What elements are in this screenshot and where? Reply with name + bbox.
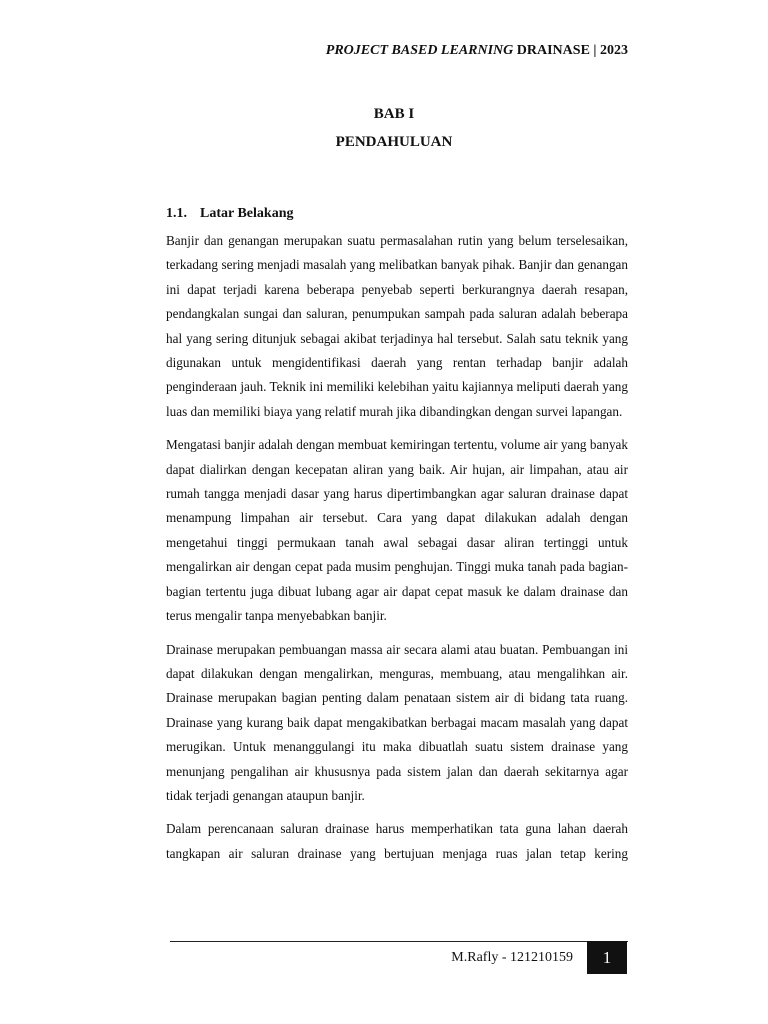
running-header: [160, 43, 628, 59]
body-text: [166, 229, 628, 875]
header-rest-text: DRAINASE | 2023: [516, 43, 628, 58]
section-number: 1.1.: [166, 206, 187, 221]
footer-divider: [170, 941, 628, 942]
paragraph-1: Banjir dan genangan merupakan suatu permasalahan rutin yang belum terselesaikan, terkadang sering menjadi masalah yang melibatkan banyak pihak. Banjir dan genangan ini dapat terjadi karena beberapa penyebab seperti berkurangnya daerah resapan, pendangkalan sungai dan saluran, penumpukan sampah pada saluran adalah beberapa hal yang sering ditunjuk sebagai akibat terjadinya hal tersebut. Salah satu teknik yang digunakan untuk mengidentifikasi daerah yang rentan terhadap banjir adalah penginderaan jauh. Teknik ini memiliki kelebihan yaitu kajiannya meliputi daerah yang luas dan memiliki biaya yang relatif murah jika dibandingkan dengan survei lapangan.: [166, 233, 628, 419]
footer-author: M.Rafly - 121210159: [451, 950, 573, 965]
paragraph-4: Dalam perencanaan saluran drainase harus memperhatikan tata guna lahan daerah tangkapan air saluran drainase yang bertujuan menjaga ruas jalan tetap kering: [166, 821, 628, 861]
page-number: 1: [587, 941, 627, 974]
header-italic-text: PROJECT BASED LEARNING: [325, 43, 514, 58]
paragraph-3: Drainase merupakan pembuangan massa air secara alami atau buatan. Pembuangan ini dapat dilakukan dengan mengalirkan, menguras, membuang, atau mengalihkan air. Drainase merupakan bagian penting dalam penataan sistem air di bidang tata ruang. Drainase yang kurang baik dapat mengakibatkan berbagai macam masalah yang dapat merugikan. Untuk menanggulangi itu maka dibuatlah suatu sistem drainase yang menunjang pengalihan air khususnya pada sistem jalan dan daerah sekitarnya agar tidak terjadi genangan ataupun banjir.: [166, 641, 628, 803]
section-heading: [166, 206, 293, 222]
section-title: Latar Belakang: [200, 206, 294, 221]
paragraph-2: Mengatasi banjir adalah dengan membuat kemiringan tertentu, volume air yang banyak dapat dialirkan dengan kecepatan aliran yang baik. Air hujan, air limpahan, atau air rumah tangga menjadi dasar yang harus dipertimbangkan agar saluran drainase dapat menampung limpahan air tersebut. Cara yang dapat dilakukan adalah dengan mengetahui tinggi permukaan tanah awal sebagai dasar aliran tertinggi untuk mengalirkan air dengan cepat pada musim penghujan. Tinggi muka tanah pada bagian-bagian tertentu juga dibuat lubang agar air dapat cepat masuk ke dalam drainase dan terus mengalir tanpa menyebabkan banjir.: [166, 437, 628, 624]
chapter-title: PENDAHULUAN: [335, 134, 453, 150]
chapter-number: BAB I: [373, 106, 415, 122]
